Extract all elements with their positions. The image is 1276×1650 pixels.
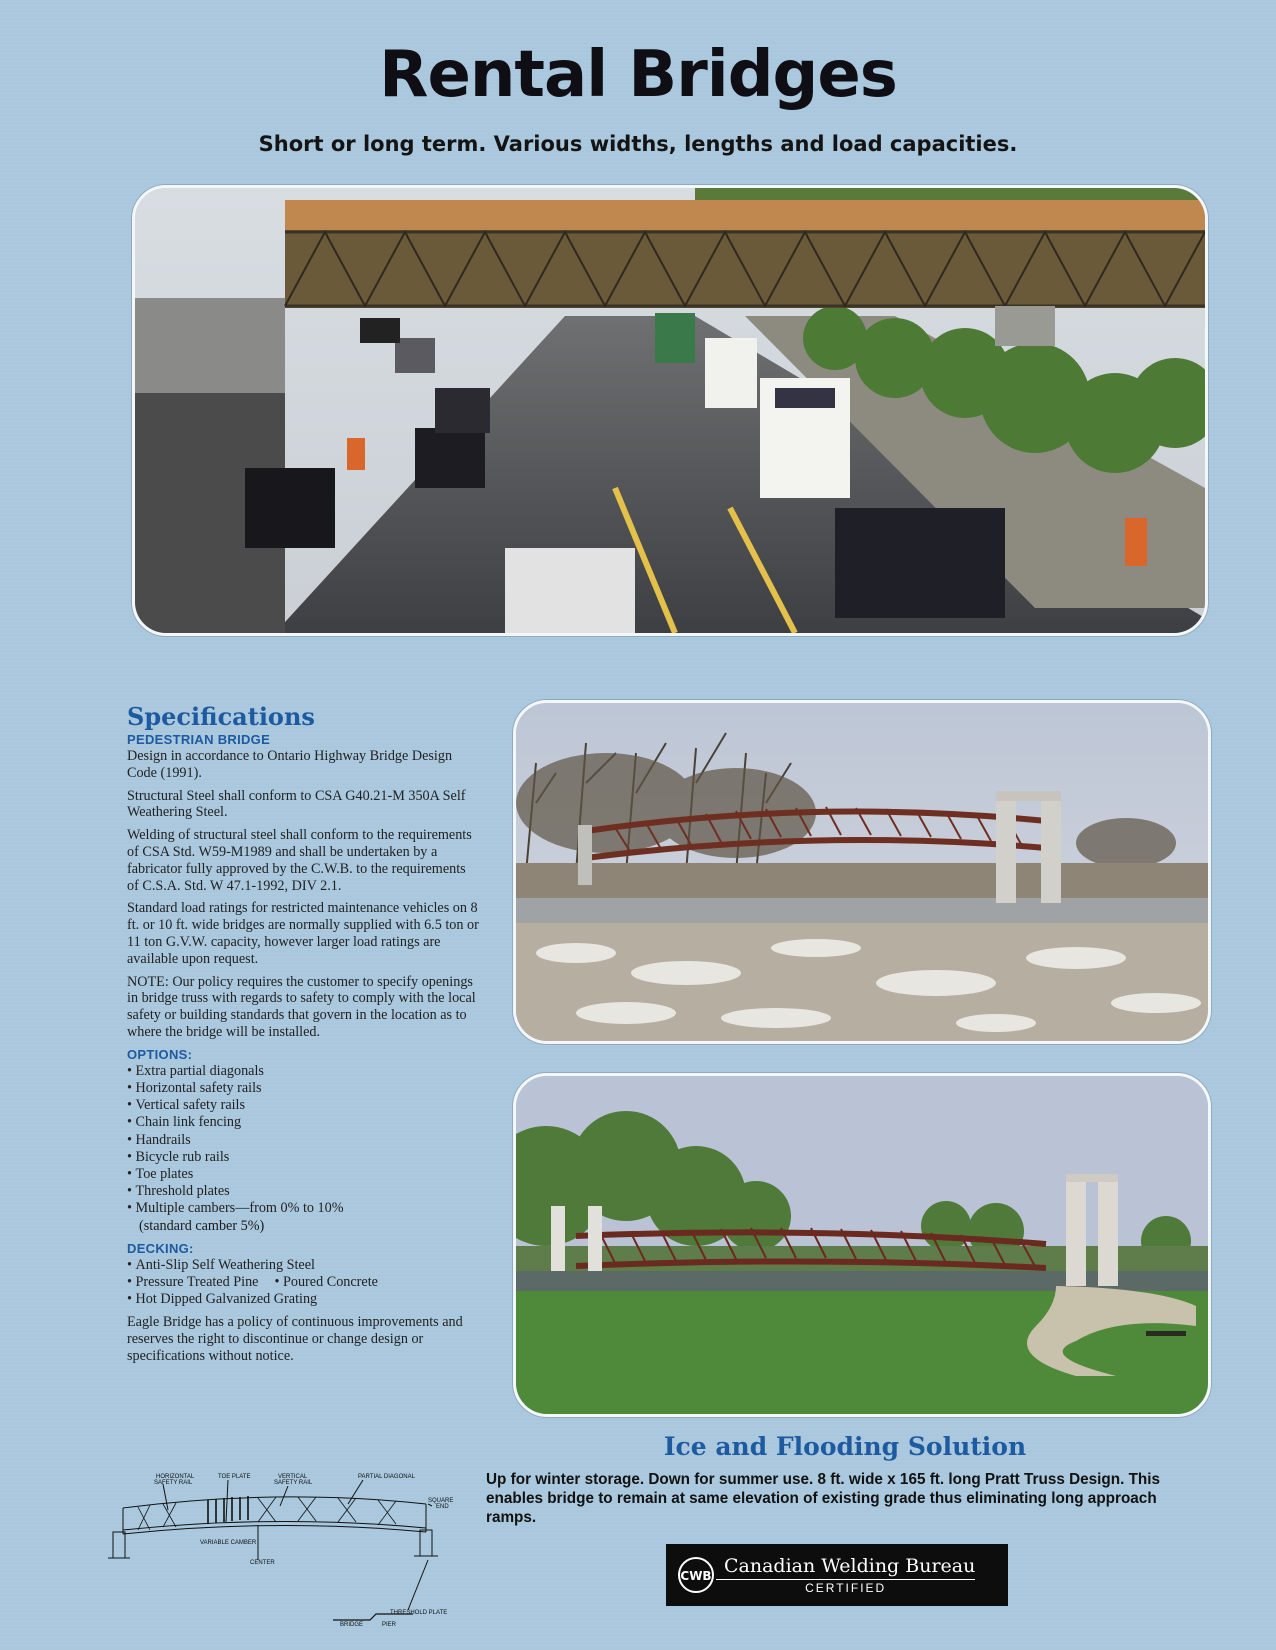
- label-vertical-rail: VERTICAL: [278, 1474, 308, 1480]
- list-item: • Handrails: [127, 1132, 479, 1149]
- list-item: • Chain link fencing: [127, 1114, 479, 1131]
- cwb-logo-icon: [676, 1555, 716, 1595]
- photo-road-scene: [135, 188, 1205, 633]
- label-threshold-plate: THRESHOLD PLATE: [390, 1610, 448, 1616]
- spec-paragraph: Standard load ratings for restricted maintenance vehicles on 8 ft. or 10 ft. wide bridges are normally supplied with 6.5 ton or 11 ton G.V.W. capacity, however larger load ratings are available upon request.: [127, 900, 479, 967]
- list-item: • Anti-Slip Self Weathering Steel: [127, 1257, 479, 1274]
- list-item: • Threshold plates: [127, 1183, 479, 1200]
- photo-lowered-bridge-summer: [513, 1073, 1211, 1417]
- page-title: Rental Bridges: [379, 38, 897, 112]
- label-variable-camber: VARIABLE CAMBER: [200, 1540, 257, 1546]
- list-item: • Bicycle rub rails: [127, 1149, 479, 1166]
- options-heading: OPTIONS:: [127, 1046, 193, 1062]
- cwb-certified-label: CERTIFIED: [716, 1579, 975, 1595]
- policy-text: Eagle Bridge has a policy of continuous improvements and reserves the right to discontinue or change design or specifications without notice.: [127, 1314, 463, 1364]
- label-pier: PIER: [382, 1622, 397, 1628]
- options-list: [127, 1063, 479, 1218]
- list-item: • Pressure Treated Pine: [127, 1274, 258, 1291]
- label-partial-diagonal: PARTIAL DIAGONAL: [358, 1474, 415, 1480]
- options-note: (standard camber 5%): [139, 1217, 265, 1234]
- label-toe-plate: TOE PLATE: [218, 1474, 251, 1480]
- spec-note: NOTE: Our policy requires the customer to specify openings in bridge truss with regards to safety to comply with the local safety or building standards that govern in the location as to where the bridge will be installed.: [127, 973, 476, 1040]
- list-item: • Horizontal safety rails: [127, 1080, 479, 1097]
- label-center: CENTER: [250, 1560, 275, 1566]
- decking-list: [127, 1257, 479, 1309]
- ice-flooding-heading: Ice and Flooding Solution: [663, 1432, 1027, 1461]
- specifications-section: [127, 702, 479, 1371]
- list-item: • Poured Concrete: [274, 1274, 377, 1291]
- cwb-text-block: [716, 1555, 975, 1595]
- decking-heading: DECKING:: [127, 1240, 194, 1256]
- label-bridge: BRIDGE: [340, 1622, 364, 1628]
- list-item: • Vertical safety rails: [127, 1097, 479, 1114]
- list-item: • Hot Dipped Galvanized Grating: [127, 1291, 479, 1308]
- list-item: • Extra partial diagonals: [127, 1063, 479, 1080]
- bridge-component-diagram: [108, 1470, 473, 1640]
- page-subtitle: Short or long term. Various widths, lengths and load capacities.: [258, 132, 1018, 156]
- list-item: • Multiple cambers—from 0% to 10%: [127, 1200, 479, 1217]
- photo-summer-scene: [516, 1076, 1208, 1414]
- svg-text:CWB: CWB: [680, 1569, 712, 1583]
- photo-raised-bridge-over-ice: [513, 700, 1211, 1044]
- photo-ice-scene: [516, 703, 1208, 1041]
- label-square-end-2: END: [436, 1504, 449, 1510]
- label-square-end: SQUARE: [428, 1498, 454, 1504]
- spec-paragraph: Design in accordance to Ontario Highway Bridge Design Code (1991).: [127, 748, 453, 781]
- label-horizontal-rail-2: SAFETY RAIL: [154, 1480, 193, 1486]
- spec-paragraph: Structural Steel shall conform to CSA G40.21-M 350A Self Weathering Steel.: [127, 787, 466, 821]
- specifications-heading: Specifications: [127, 702, 315, 731]
- pedestrian-bridge-subheading: PEDESTRIAN BRIDGE: [127, 732, 271, 747]
- label-horizontal-rail: HORIZONTAL: [156, 1474, 195, 1480]
- photo-pedestrian-bridge-over-road: [132, 185, 1208, 636]
- list-item: • Toe plates: [127, 1166, 479, 1183]
- label-vertical-rail-2: SAFETY RAIL: [274, 1480, 313, 1486]
- cwb-certification-badge: [666, 1544, 1008, 1606]
- ice-flooding-description: Up for winter storage. Down for summer use. 8 ft. wide x 165 ft. long Pratt Truss Design. This enables bridge to remain at same elevation of existing grade thus eliminating long approach ramps.: [486, 1471, 1161, 1526]
- cwb-name: Canadian Welding Bureau: [724, 1555, 976, 1577]
- spec-paragraph: Welding of structural steel shall conform to the requirements of CSA Std. W59-M1989 and shall be undertaken by a fabricator fully approved by the C.W.B. to the requirements of C.S.A. Std. W 47.1-1992, DIV 2.1.: [127, 827, 472, 894]
